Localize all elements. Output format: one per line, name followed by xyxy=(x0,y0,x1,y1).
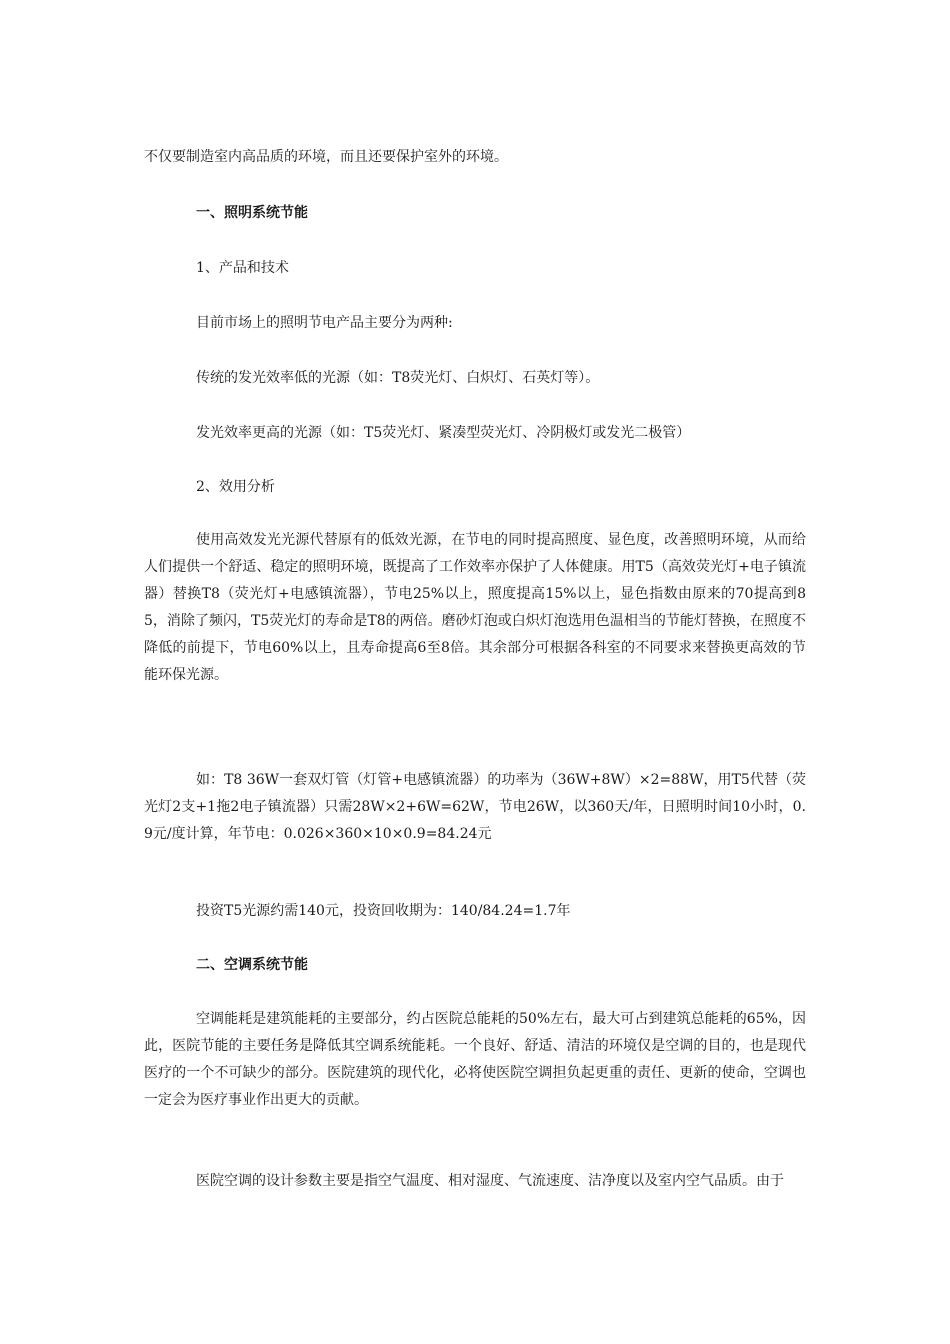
subsection-heading-products: 1、产品和技术 xyxy=(196,260,289,276)
products-intro-line: 目前市场上的照明节电产品主要分为两种: xyxy=(196,315,453,331)
payback-line: 投资T5光源约需140元，投资回收期为：140/84.24=1.7年 xyxy=(196,903,571,919)
hvac-paragraph: 空调能耗是建筑能耗的主要部分，约占医院总能耗的50%左右，最大可占到建筑总能耗的65%，因此，医院节能的主要任务是降低其空调系统能耗。一个良好、舒适、清洁的环境仅是空调的目的，也是现代医疗的一个不可缺少的部分。医院建筑的现代化，必将使医院空调担负起更重的责任、更新的使命，空调也一定会为医疗事业作出更大的贡献。 xyxy=(144,1011,806,1108)
products-traditional-line: 传统的发光效率低的光源（如：T8荧光灯、白炽灯、石英灯等）。 xyxy=(196,370,600,386)
subsection-heading-analysis: 2、效用分析 xyxy=(196,479,275,495)
products-efficient-line: 发光效率更高的光源（如：T5荧光灯、紧凑型荧光灯、冷阴极灯或发光二极管） xyxy=(196,425,691,441)
hvac-design-paragraph: 医院空调的设计参数主要是指空气温度、相对湿度、气流速度、洁净度以及室内空气品质。由于 xyxy=(196,1173,784,1189)
section-heading-lighting: 一、照明系统节能 xyxy=(196,205,308,221)
example-calculation-paragraph: 如：T8 36W一套双灯管（灯管+电感镇流器）的功率为（36W+8W）×2=88W，用T5代替（荧光灯2支+1拖2电子镇流器）只需28W×2+6W=62W，节电26W，以360天/年，日照明时间10小时，0.9元/度计算，年节电：0.026×360×10×0.9=84.24元 xyxy=(144,772,806,842)
analysis-paragraph: 使用高效发光光源代替原有的低效光源，在节电的同时提高照度、显色度，改善照明环境，从而给人们提供一个舒适、稳定的照明环境，既提高了工作效率亦保护了人体健康。用T5（高效荧光灯+电子镇流器）替换T8（荧光灯+电感镇流器），节电25%以上，照度提高15%以上，显色指数由原来的70提高到85，消除了频闪，T5荧光灯的寿命是T8的两倍。磨砂灯泡或白炽灯泡选用色温相当的节能灯替换，在照度不降低的前提下，节电60%以上，且寿命提高6至8倍。其余部分可根据各科室的不同要求来替换更高效的节能环保光源。 xyxy=(144,532,806,683)
intro-line: 不仅要制造室内高品质的环境，而且还要保护室外的环境。 xyxy=(144,149,508,165)
section-heading-hvac: 二、空调系统节能 xyxy=(196,957,308,973)
